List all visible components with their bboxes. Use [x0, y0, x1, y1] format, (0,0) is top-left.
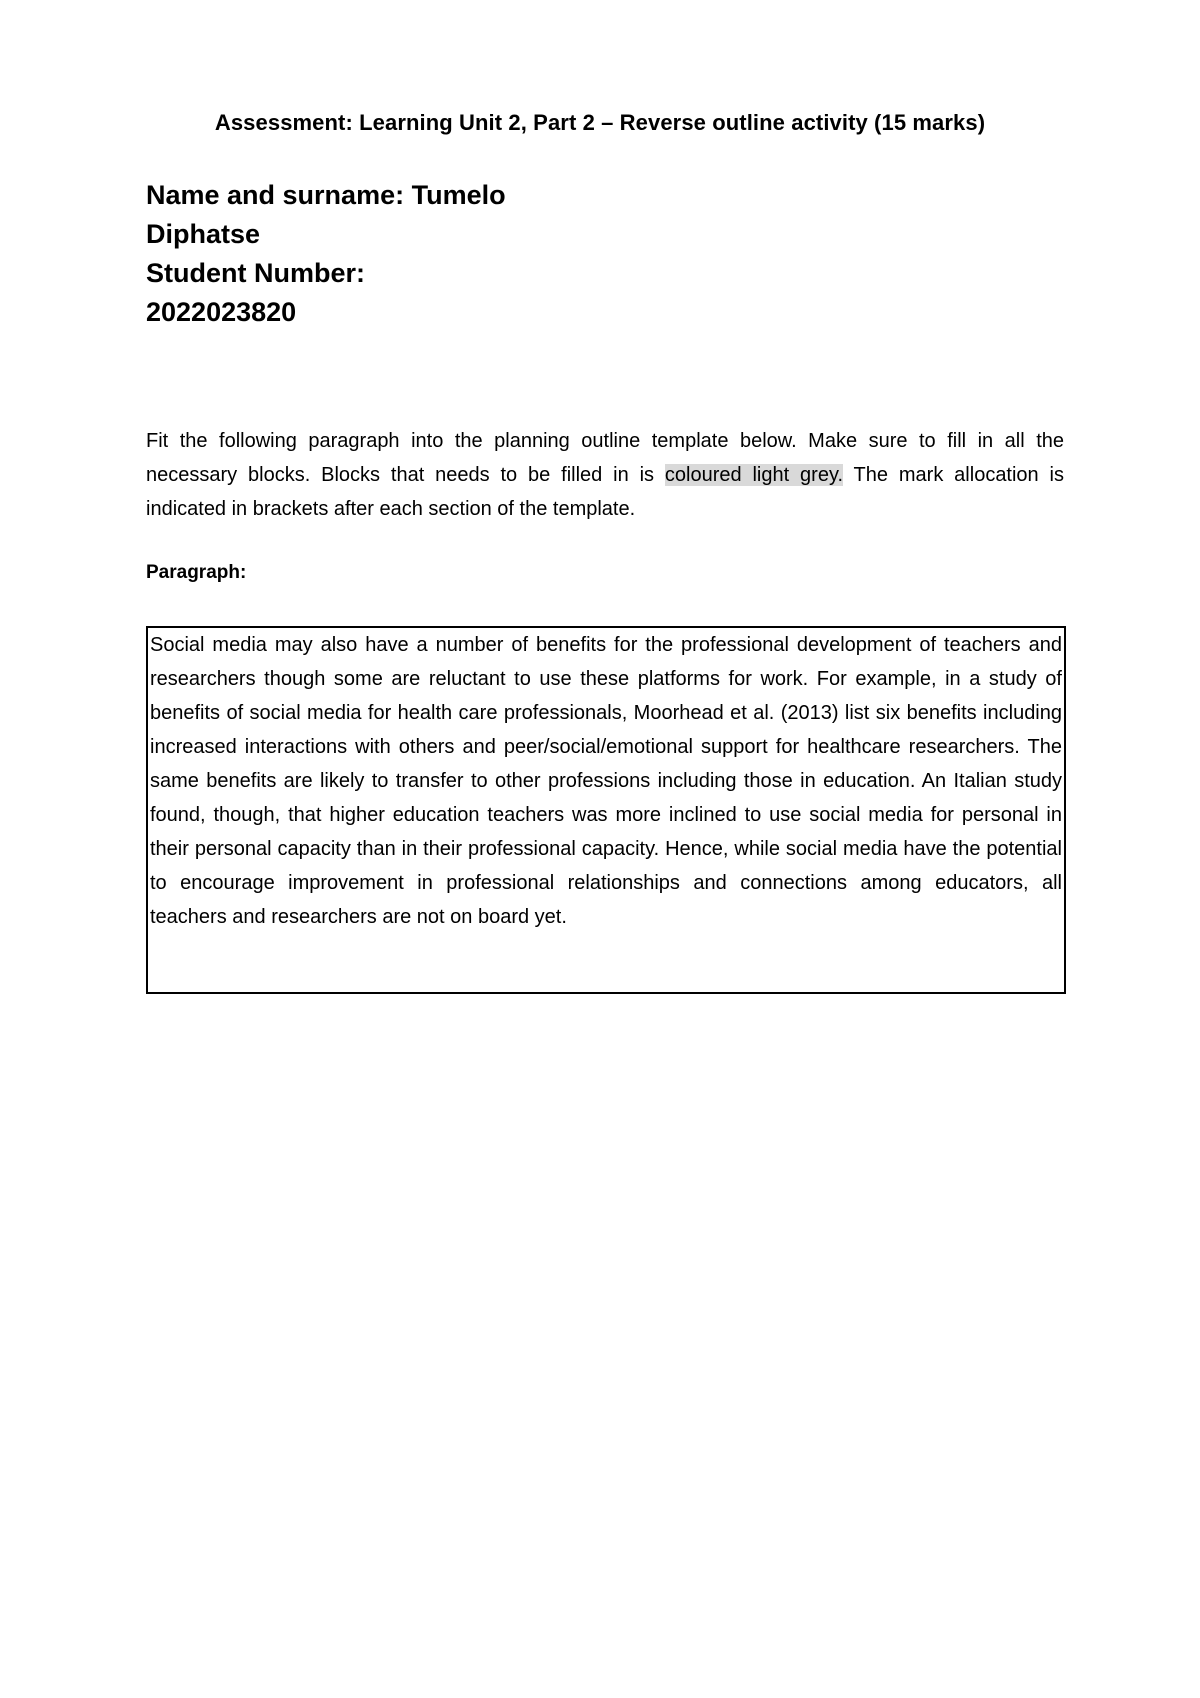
instructions-part-2: The mark allocation is indicated in brackets after each section of the template.: [146, 464, 1064, 520]
paragraph-box: [146, 626, 1066, 994]
instructions-part-1: Fit the following paragraph into the planning outline template below. Make sure to fill in all the necessary blocks. Blocks that needs to be filled in is: [146, 430, 1064, 486]
student-name-line-1: Name and surname: Tumelo: [146, 180, 506, 210]
page-title: Assessment: Learning Unit 2, Part 2 – Reverse outline activity (15 marks): [214, 110, 986, 135]
student-number-label: Student Number:: [146, 258, 365, 288]
instructions-text: [146, 424, 1064, 526]
paragraph-text: Social media may also have a number of benefits for the professional development of teachers and researchers though some are reluctant to use these platforms for work. For example, in a study of benefits of social media for health care professionals, Moorhead et al. (2013) list six benefits including increased interactions with others and peer/social/emotional support for healthcare researchers. The same benefits are likely to transfer to other professions including those in education. An Italian study found, though, that higher education teachers was more inclined to use social media for personal in their personal capacity than in their professional capacity. Hence, while social media have the potential to encourage improvement in professional relationships and connections among educators, all teachers and researchers are not on board yet.: [150, 634, 1062, 928]
student-number-value: 2022023820: [146, 297, 297, 327]
instructions-highlight: coloured light grey.: [664, 464, 844, 486]
student-details: [146, 176, 566, 332]
paragraph-label: Paragraph:: [146, 562, 247, 583]
student-name-line-2: Diphatse: [146, 219, 261, 249]
